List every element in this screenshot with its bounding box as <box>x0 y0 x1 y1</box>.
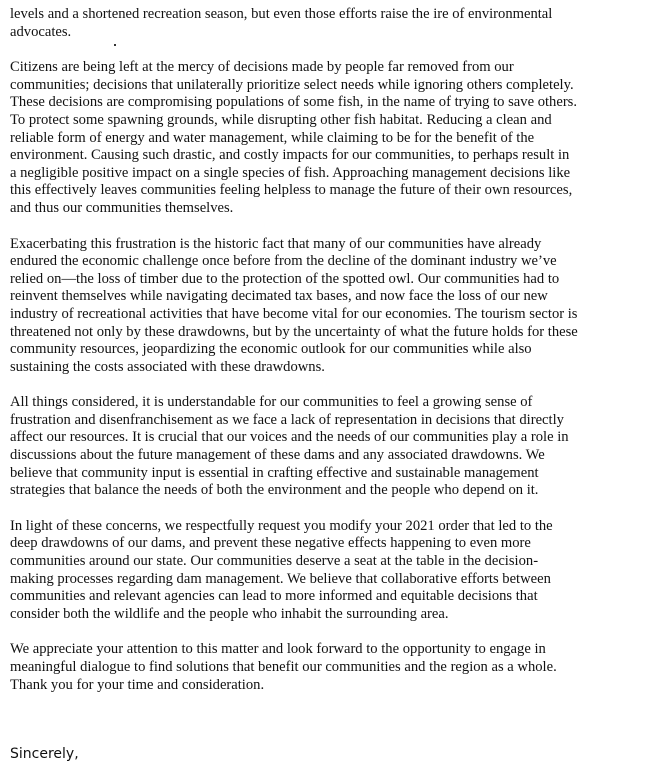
text-line: levels and a shortened recreation season, but even those efforts raise the ire of environmental <box>10 6 553 22</box>
text-line: communities; decisions that unilaterally prioritize select needs while ignoring others completely. <box>10 76 574 93</box>
text-line: sustaining the costs associated with these drawdowns. <box>10 358 325 375</box>
paragraph-6 <box>10 641 644 694</box>
letter-body <box>10 6 644 712</box>
paragraph-1 <box>10 6 644 41</box>
text-line: endured the economic challenge once before from the decline of the dominant industry we’ve <box>10 253 557 270</box>
text-line: In light of these concerns, we respectfully request you modify your 2021 order that led to the <box>10 517 553 534</box>
text-line: meaningful dialogue to find solutions that benefit our communities and the region as a whole. <box>10 659 557 675</box>
text-line: To protect some spawning grounds, while disrupting other fish habitat. Reducing a clean and <box>10 111 552 128</box>
text-line: industry of recreational activities that have become vital for our economies. The tourism sector is <box>10 305 578 322</box>
text-line: reinvent themselves while navigating decimated tax bases, and now face the loss of our new <box>10 288 548 305</box>
text-line: making processes regarding dam management. We believe that collaborative efforts between <box>10 570 551 587</box>
text-line: communities around our state. Our communities deserve a seat at the table in the decision- <box>10 553 539 570</box>
text-line: consider both the wildlife and the people who inhabit the surrounding area. <box>10 605 449 622</box>
text-line: All things considered, it is understandable for our communities to feel a growing sense of <box>10 394 533 411</box>
text-line: community resources, jeopardizing the economic outlook for our communities while also <box>10 341 532 358</box>
closing-signoff: Sincerely, <box>10 746 79 762</box>
text-line: deep drawdowns of our dams, and prevent these negative effects happening to even more <box>10 535 531 552</box>
text-line: and thus our communities themselves. <box>10 199 234 216</box>
text-line: communities and relevant agencies can lead to more informed and equitable decisions that <box>10 588 538 605</box>
text-line: relied on—the loss of timber due to the protection of the spotted owl. Our communities had to <box>10 270 560 287</box>
text-line: this effectively leaves communities feeling helpless to manage the future of their own resources, <box>10 182 573 199</box>
text-line: Exacerbating this frustration is the historic fact that many of our communities have already <box>10 235 542 252</box>
text-line: strategies that balance the needs of both the environment and the people who depend on it. <box>10 482 539 499</box>
paragraph-2 <box>10 59 644 217</box>
text-line: frustration and disenfranchisement as we face a lack of representation in decisions that directly <box>10 411 564 428</box>
paragraph-4 <box>10 394 644 500</box>
text-line: threatened not only by these drawdowns, but by the uncertainty of what the future holds for these <box>10 323 578 340</box>
text-line: a negligible positive impact on a single species of fish. Approaching management decisions like <box>10 164 571 181</box>
text-line: These decisions are compromising populations of some fish, in the name of trying to save others. <box>10 94 578 111</box>
paragraph-5 <box>10 518 644 624</box>
text-line: believe that community input is essential in crafting effective and sustainable management <box>10 464 539 481</box>
text-line: reliable form of energy and water management, while claiming to be for the benefit of the <box>10 129 535 146</box>
text-line: Thank you for your time and consideration. <box>10 676 265 693</box>
paragraph-3 <box>10 236 644 377</box>
text-line: affect our resources. It is crucial that our voices and the needs of our communities play a role in <box>10 429 569 446</box>
stray-dot-mark <box>114 44 116 46</box>
text-line: environment. Causing such drastic, and costly impacts for our communities, to perhaps result in <box>10 147 570 164</box>
text-line: Citizens are being left at the mercy of decisions made by people far removed from our <box>10 59 514 76</box>
text-line: We appreciate your attention to this matter and look forward to the opportunity to engage in <box>10 641 546 658</box>
text-line: advocates. <box>10 23 72 40</box>
text-line: discussions about the future management of these dams and any associated drawdowns. We <box>10 447 545 464</box>
